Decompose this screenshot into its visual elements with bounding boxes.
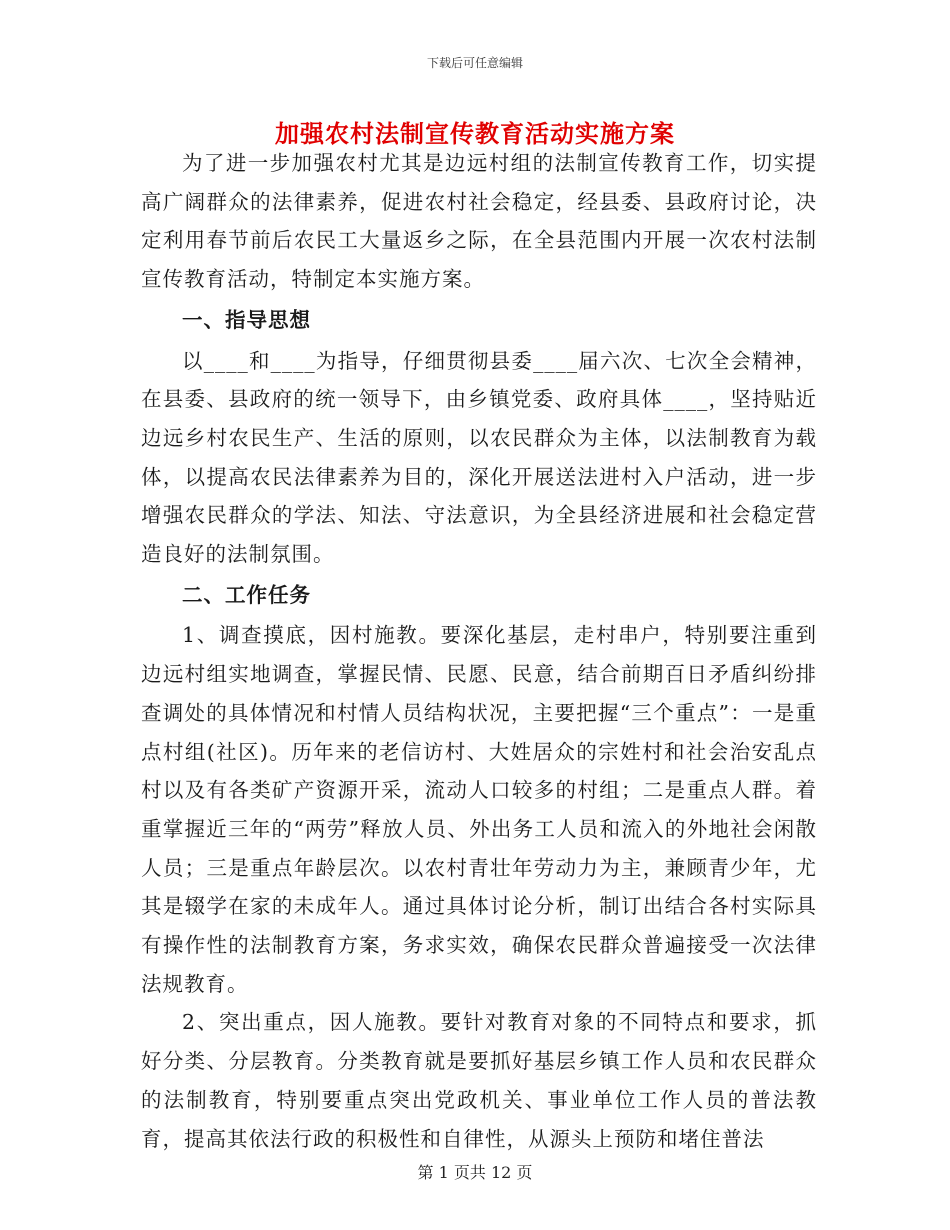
document-body [141,144,817,1158]
header-note: 下载后可任意编辑 [426,56,523,70]
section-heading-work-tasks: 二、工作任务 [182,582,311,607]
section-paragraph: 2、突出重点，因人施教。要针对教育对象的不同特点和要求，抓好分类、分层教育。分类教育就是要抓好基层乡镇工作人员和农民群众的法制教育，特别要重点突出党政机关、事业单位工作人员的普法教育，提高其依法行政的积极性和自律性，从源头上预防和堵住普法 [141,1010,817,1151]
document-title: 加强农村法制宣传教育活动实施方案 [275,119,675,148]
intro-paragraph: 为了进一步加强农村尤其是边远村组的法制宣传教育工作，切实提高广阔群众的法律素养，促进农村社会稳定，经县委、县政府讨论，决定利用春节前后农民工大量返乡之际，在全县范围内开展一次农村法制宣传教育活动，特制定本实施方案。 [141,151,817,292]
section-paragraph: 以____和____为指导，仔细贯彻县委____届六次、七次全会精神，在县委、县政府的统一领导下，由乡镇党委、政府具体____，坚持贴近边远乡村农民生产、生活的原则，以农民群众为主体，以法制教育为载体，以提高农民法律素养为目的，深化开展送法进村入户活动，进一步增强农民群众的学法、知法、守法意识，为全县经济进展和社会稳定营造良好的法制氛围。 [141,348,817,567]
section-paragraph: 1、调查摸底，因村施教。要深化基层，走村串户，特别要注重到边远村组实地调查，掌握民情、民愿、民意，结合前期百日矛盾纠纷排查调处的具体情况和村情人员结构状况，主要把握“三个重点”：一是重点村组(社区)。历年来的老信访村、大姓居众的宗姓村和社会治安乱点村以及有各类矿产资源开采，流动人口较多的村组；二是重点人群。着重掌握近三年的“两劳”释放人员、外出务工人员和流入的外地社会闲散人员；三是重点年龄层次。以农村青壮年劳动力为主，兼顾青少年，尤其是辍学在家的未成年人。通过具体讨论分析，制订出结合各村实际具有操作性的法制教育方案，务求实效，确保农民群众普遍接受一次法律法规教育。 [141,623,817,996]
section-heading-guiding-ideology: 一、指导思想 [182,307,311,332]
page-number: 第 1 页共 12 页 [417,1163,533,1182]
